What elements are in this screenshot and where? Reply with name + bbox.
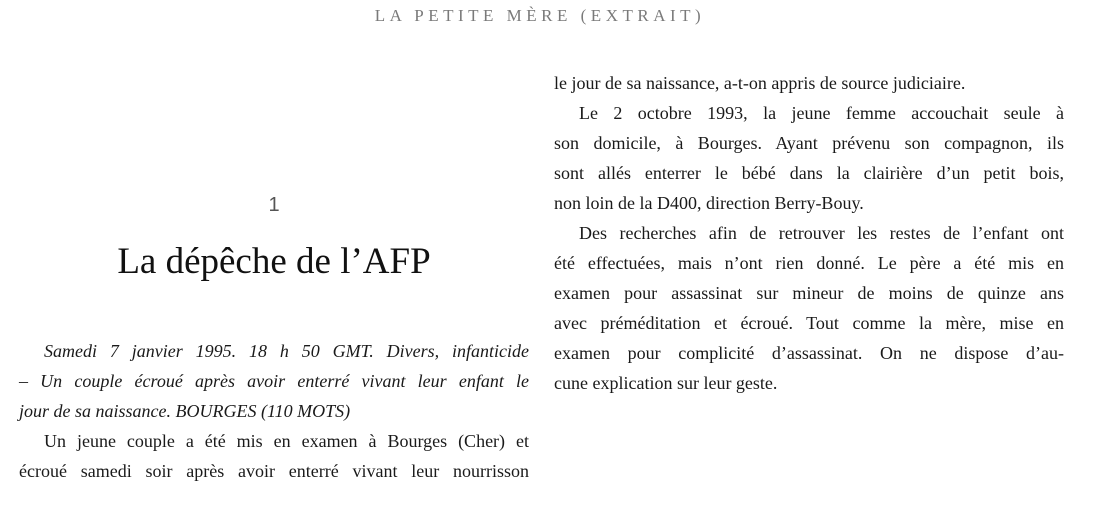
body-line: cune explication sur leur geste. (554, 373, 778, 393)
body-line: examen pour assassinat sur mineur de moins de quinze ans (554, 283, 1064, 303)
body-line: Le 2 octobre 1993, la jeune femme accouchait seule à (579, 103, 1064, 123)
body-line: avec préméditation et écroué. Tout comme la mère, mise en (554, 313, 1064, 333)
dispatch-line: Samedi 7 janvier 1995. 18 h 50 GMT. Divers, infanticide (44, 341, 529, 361)
body-line: Des recherches afin de retrouver les restes de l’enfant ont (579, 223, 1064, 243)
chapter-number: 1 (268, 194, 280, 216)
dispatch-line: jour de sa naissance. BOURGES (110 MOTS) (19, 401, 351, 421)
dispatch-line: – Un couple écroué après avoir enterré vivant leur enfant le (19, 371, 529, 391)
body-line: sont allés enterrer le bébé dans la clairière d’un petit bois, (554, 163, 1064, 183)
body-line: examen pour complicité d’assassinat. On ne dispose d’au- (554, 343, 1064, 363)
right-column (554, 68, 1064, 398)
body-line: écroué samedi soir après avoir enterré vivant leur nourrisson (19, 461, 529, 481)
body-line: le jour de sa naissance, a-t-on appris de source judiciaire. (554, 73, 966, 93)
body-line: non loin de la D400, direction Berry-Bouy. (554, 193, 864, 213)
left-column (19, 336, 529, 486)
body-line: son domicile, à Bourges. Ayant prévenu son compagnon, ils (554, 133, 1064, 153)
body-line: Un jeune couple a été mis en examen à Bourges (Cher) et (44, 431, 529, 451)
body-line: été effectuées, mais n’ont rien donné. Le père a été mis en (554, 253, 1064, 273)
running-header: LA PETITE MÈRE (EXTRAIT) (374, 6, 706, 25)
chapter-title: La dépêche de l’AFP (117, 241, 431, 282)
